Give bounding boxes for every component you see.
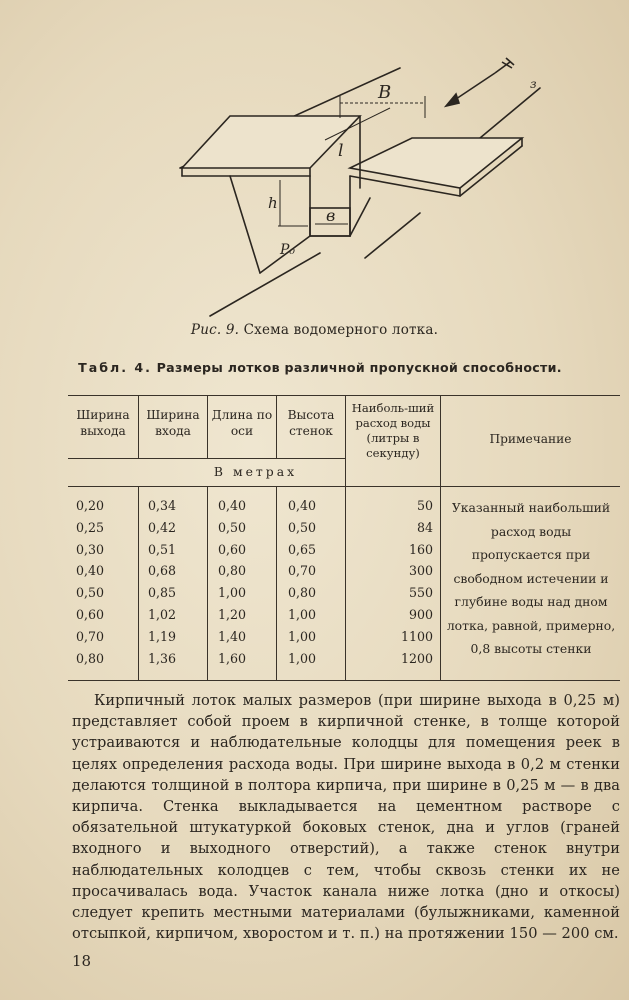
table-cell: 1,19	[148, 628, 177, 644]
table-title-text: Размеры лотков различной пропускной способности.	[156, 360, 562, 375]
table-cell: 1,40	[218, 628, 247, 644]
table-cell: 0,80	[76, 650, 105, 666]
table-cell: 0,30	[76, 541, 105, 557]
header-inlet-width: Ширина входа	[146, 408, 200, 438]
body-paragraph: Кирпичный лоток малых размеров (при ширине выхода в 0,25 м) представляет собой проем в кирпичной стенке, в толще которой устраиваются и наблюдательные колодцы для помещения реек в целях определения расхода воды. При ширине выхода в 0,2 м стенки делаются толщиной в полтора кирпича, при ширине в 0,25 м — в два кирпича. Стенка выкладывается на цементном растворе с обязательной штукатуркой боковых стенок, дна и углов (граней входного и выходного отверстий), а также стенок внутри наблюдательных колодцев с тем, чтобы сквозь стенки их не просачивалась вода. Участок канала ниже лотка (дно и откосы) следует крепить местными материалами (булыжниками, каменной отсыпкой, кирпичом, хворостом и т. п.) на протяжении 150 — 200 см.	[72, 692, 620, 943]
label-height: h	[268, 194, 278, 212]
table-cell: 160	[408, 541, 433, 557]
figure-caption	[0, 322, 629, 338]
header-outlet-width: Ширина выхода	[76, 408, 130, 438]
table-cell: 0,50	[288, 519, 317, 535]
table-cell: 0,50	[218, 519, 247, 535]
table-number: Табл. 4.	[78, 360, 152, 375]
table-cell: 0,80	[288, 585, 317, 601]
table-cell: 0,25	[76, 519, 105, 535]
table-cell: 0,40	[288, 498, 317, 513]
table-cell: 0,65	[288, 541, 317, 557]
figure-number: Рис. 9.	[190, 322, 240, 338]
table-cell: 1,00	[288, 628, 317, 644]
table-cell: 1,36	[148, 650, 177, 666]
header-divider-rule	[68, 458, 345, 459]
table-cell: 1,20	[218, 607, 247, 622]
table-cell: 1100	[400, 628, 433, 644]
table-cell: 0,50	[76, 585, 105, 601]
label-mark: з	[530, 77, 537, 91]
table-cell: 0,20	[76, 498, 105, 513]
header-bottom-rule	[68, 486, 620, 487]
table-cell: 0,68	[148, 563, 177, 579]
col-rule-4-body	[345, 486, 346, 680]
table-cell: 0,42	[148, 519, 177, 535]
label-length: l	[338, 141, 344, 161]
table-cell: 0,70	[76, 628, 105, 644]
table-title	[70, 360, 570, 375]
header-max-discharge: Наиболь-ший расход воды (литры в секунду)	[351, 401, 435, 460]
table-cell: 84	[416, 519, 433, 535]
table-cell: 1,02	[148, 607, 177, 622]
table-cell: 0,60	[218, 541, 247, 557]
flume-diagram	[150, 48, 570, 338]
table-cell: 0,85	[148, 585, 177, 601]
table-cell: 0,40	[76, 563, 105, 579]
flume-drawing	[150, 48, 570, 338]
col-rule-3-body	[276, 486, 277, 680]
label-inlet-width: в	[326, 206, 336, 225]
page-number: 18	[72, 952, 92, 970]
table-cell: 1,00	[288, 607, 317, 622]
table-cell: 900	[408, 607, 433, 622]
units-label: В метрах	[213, 464, 298, 479]
table-cell: 1,00	[288, 650, 317, 666]
flume-dimensions-table	[68, 395, 628, 685]
header-remark: Примечание	[489, 432, 572, 446]
table-cell: 50	[416, 498, 433, 513]
label-bottom: P₀	[280, 242, 296, 258]
table-cell: 300	[408, 563, 433, 579]
label-outlet-width: B	[378, 82, 392, 103]
figure-caption-text: Схема водомерного лотка.	[243, 322, 439, 338]
table-cell: 1200	[400, 650, 433, 666]
table-cell: 550	[408, 585, 433, 601]
table-cell: 1,60	[218, 650, 247, 666]
table-cell: 0,70	[288, 563, 317, 579]
table-cell: 0,40	[218, 498, 247, 513]
col-rule-1-body	[138, 486, 139, 680]
header-axis-length: Длина по оси	[211, 408, 273, 438]
table-top-rule	[68, 395, 620, 396]
table-cell: 0,60	[76, 607, 105, 622]
col-rule-2-body	[207, 486, 208, 680]
table-bottom-rule	[68, 680, 620, 681]
table-cell: 0,80	[218, 563, 247, 579]
table-remark: Указанный наибольший расход воды пропускается при свободном истечении и глубине воды над дном лотка, равной, примерно, 0,8 высоты стенки	[446, 500, 616, 656]
table-cell: 0,51	[148, 541, 177, 557]
header-wall-height: Высота стенок	[287, 408, 335, 438]
table-cell: 0,34	[148, 498, 177, 513]
table-cell: 1,00	[218, 585, 247, 601]
